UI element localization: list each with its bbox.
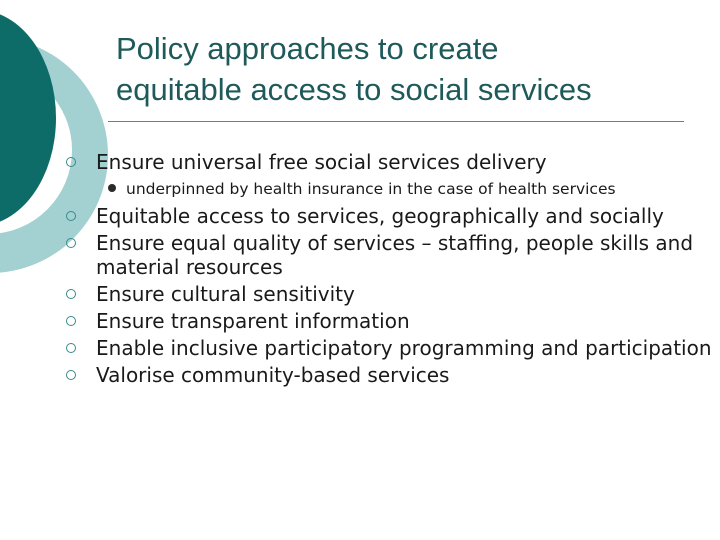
bullet-item bbox=[66, 363, 716, 387]
bullet-item bbox=[66, 309, 716, 333]
hollow-circle-icon bbox=[66, 316, 76, 326]
bullet-item bbox=[66, 336, 716, 360]
bullet-item bbox=[66, 282, 716, 306]
sub-bullet-text: underpinned by health insurance in the case of health services bbox=[126, 180, 616, 198]
title-line: Policy approaches to create bbox=[116, 31, 499, 66]
hollow-circle-icon bbox=[66, 343, 76, 353]
hollow-circle-icon bbox=[66, 157, 76, 167]
hollow-circle-icon bbox=[66, 370, 76, 380]
bullet-item bbox=[66, 150, 716, 174]
bullet-list bbox=[66, 150, 716, 387]
hollow-circle-icon bbox=[66, 289, 76, 299]
sub-bullet-item bbox=[66, 180, 716, 198]
bullet-item bbox=[66, 231, 716, 279]
bullet-text: Ensure cultural sensitivity bbox=[96, 282, 355, 306]
filled-dot-icon bbox=[108, 184, 116, 192]
bullet-text: Ensure transparent information bbox=[96, 309, 410, 333]
title-divider bbox=[108, 121, 684, 122]
bullet-text: Enable inclusive participatory programming and participation bbox=[96, 336, 712, 360]
bullet-text: Ensure universal free social services delivery bbox=[96, 150, 547, 174]
slide-title bbox=[116, 28, 706, 110]
bullet-text: Ensure equal quality of services – staffing, people skills and material resources bbox=[96, 231, 694, 279]
bullet-item bbox=[66, 204, 716, 228]
bullet-text: Equitable access to services, geographically and socially bbox=[96, 204, 664, 228]
title-line: equitable access to social services bbox=[116, 72, 592, 107]
hollow-circle-icon bbox=[66, 238, 76, 248]
hollow-circle-icon bbox=[66, 211, 76, 221]
bullet-text: Valorise community-based services bbox=[96, 363, 450, 387]
